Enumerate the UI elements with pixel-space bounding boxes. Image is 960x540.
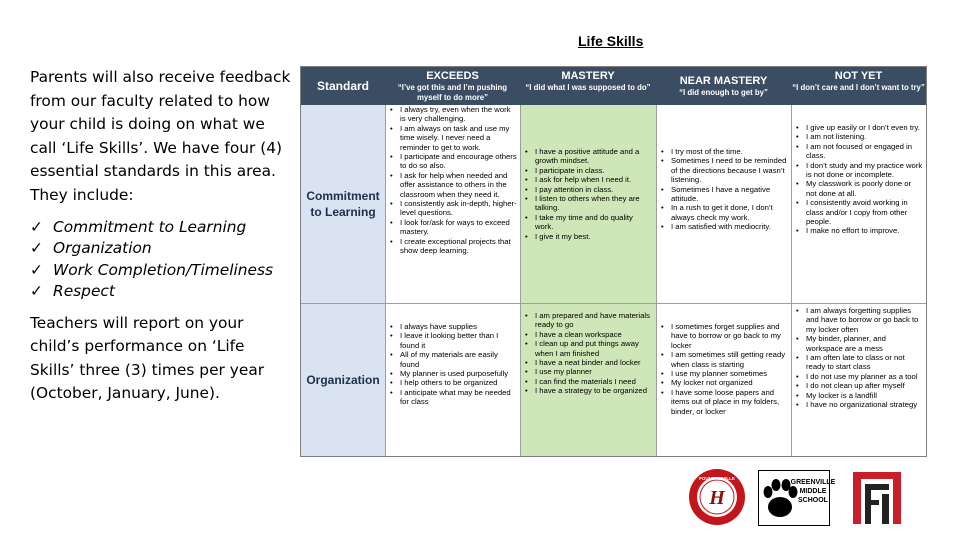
check-icon: ✓ [30,239,43,258]
list-item: • I am always forgetting supplies and have to borrow or go back to my locker often [796,306,923,334]
list-item: • I give up easily or I don’t even try. [796,123,923,132]
header-standard-label: Standard [316,79,369,93]
list-item: • I have a strategy to be organized [525,386,653,395]
list-item: • I do not use my planner as a tool [796,372,923,381]
mastery-cell [520,105,656,303]
list-item: • I make no effort to improve. [796,226,923,235]
checklist-item-label: Commitment to Learning [53,217,247,236]
checklist-item [30,217,292,239]
near-mastery-cell [656,105,791,303]
list-item: • Sometimes I have a negative attitude. [661,185,788,204]
header-near-mastery [656,67,791,105]
list-item: • My locker not organized [661,378,788,387]
check-icon: ✓ [30,260,43,279]
list-item: • I have no organizational strategy [796,400,923,409]
header-mastery-quote: “I did what I was supposed to do” [525,83,651,92]
list-item: • I have a neat binder and locker [525,358,653,367]
list-item: • I am satisfied with mediocrity. [661,222,788,231]
list-item: • I am always on task and use my time wisely. I never need a reminder to get to work. [390,124,517,152]
checklist-item [30,238,292,260]
list-item: • I look for/ask for ways to exceed mastery. [390,218,517,237]
exceeds-list [386,105,520,256]
header-near-mastery-title: NEAR MASTERY [679,75,768,87]
greenville-line1: GREENVILLE [790,479,836,486]
near-mastery-list [657,322,791,416]
exceeds-cell [385,105,520,303]
list-item: • I participate in class. [525,166,653,175]
list-item: • My binder, planner, and workspace are a mess [796,334,923,353]
checklist-item [30,260,292,282]
list-item: • My planner is used purposefully [390,369,517,378]
list-item: • I leave it looking better than I found it [390,331,517,350]
standards-checklist [30,217,292,303]
life-skills-rubric-table [300,66,927,457]
header-exceeds-quote: “I’ve got this and I’m pushing myself to do more” [397,83,508,102]
list-item: • I use my planner [525,367,653,376]
list-item: • I participate and encourage others to do so also. [390,152,517,171]
fi-brand-logo [851,470,903,526]
header-not-yet-quote: “I don’t care and I don’t want to try” [792,83,925,92]
list-item: • I can find the materials I need [525,377,653,386]
not-yet-list [792,123,926,236]
list-item: • I listen to others when they are talking. [525,194,653,213]
header-near-mastery-quote: “I did enough to get by” [679,88,768,97]
header-not-yet-title: NOT YET [834,70,883,82]
life-skills-title: Life Skills [578,33,644,49]
check-icon: ✓ [30,282,43,301]
standard-organization-cell [301,303,385,456]
mastery-list [521,311,656,396]
list-item: • I have a clean workspace [525,330,653,339]
header-exceeds [385,67,520,105]
list-item: • I sometimes forget supplies and have to borrow or go back to my locker [661,322,788,350]
checklist-item-label: Work Completion/Timeliness [53,260,274,279]
near-mastery-list [657,147,791,232]
intro-column [30,66,292,406]
list-item: • My classwork is poorly done or not done at all. [796,179,923,198]
list-item: • I use my planner sometimes [661,369,788,378]
list-item: • I am often late to class or not ready to start class [796,353,923,372]
list-item: • I don’t study and my practice work is not done or incomplete. [796,161,923,180]
list-item: • I try most of the time. [661,147,788,156]
list-item: • I am not listening. [796,132,923,141]
list-item: • I ask for help when needed and offer assistance to others in the classroom when they need it. [390,171,517,199]
list-item: • I anticipate what may be needed for class [390,388,517,407]
standard-commitment-cell [301,105,385,303]
mastery-cell [520,303,656,456]
list-item: • I give it my best. [525,232,653,241]
list-item: • I consistently ask in-depth, higher-level questions. [390,199,517,218]
list-item: • I always have supplies [390,322,517,331]
list-item: • I have a positive attitude and a growth mindset. [525,147,653,166]
mastery-list [521,147,656,241]
checklist-item [30,281,292,303]
list-item: • I ask for help when I need it. [525,175,653,184]
list-item: • I am not focused or engaged in class. [796,142,923,161]
header-exceeds-title: EXCEEDS [426,70,479,82]
report-paragraph: Teachers will report on your child’s performance on ‘Life Skills’ three (3) times per year (October, January, June). [30,313,265,403]
header-standard [301,67,385,105]
list-item: • I pay attention in class. [525,185,653,194]
list-item: • I always try, even when the work is very challenging. [390,105,517,124]
near-mastery-cell [656,303,791,456]
list-item: • I help others to be organized [390,378,517,387]
not-yet-list [792,306,926,409]
list-item: • I have some loose papers and items out of place in my folders, binder, or locker [661,388,788,416]
greenville-line2: MIDDLE [799,488,827,495]
header-mastery [520,67,656,105]
header-mastery-title: MASTERY [561,70,615,82]
seal-text: FOUNTAINVILLE [699,476,735,481]
standard-label: Organization [306,373,380,387]
list-item: • My locker is a landfill [796,391,923,400]
greenville-line3: SCHOOL [798,497,828,504]
check-icon: ✓ [30,217,43,236]
list-item: • I consistently avoid working in class and/or I copy from other people. [796,198,923,226]
checklist-item-label: Organization [53,239,152,258]
list-item: • I create exceptional projects that show deep learning. [390,237,517,256]
intro-paragraph: Parents will also receive feedback from our faculty related to how your child is doing on what we call ‘Life Skills’. We have four (4) essential standards in this area. They include: [30,68,291,204]
checklist-item-label: Respect [53,282,115,301]
exceeds-cell [385,303,520,456]
not-yet-cell [791,105,926,303]
not-yet-cell [791,303,926,456]
list-item: • All of my materials are easily found [390,350,517,369]
list-item: • In a rush to get it done, I don’t always check my work. [661,203,788,222]
middle-school-seal-logo [688,468,746,526]
list-item: • I am sometimes still getting ready when class is starting [661,350,788,369]
standard-label: Commitment to Learning [306,189,380,219]
list-item: • I am prepared and have materials ready to go [525,311,653,330]
school-logos [688,466,933,530]
header-not-yet [791,67,926,105]
list-item: • Sometimes I need to be reminded of the directions because I wasn’t listening. [661,156,788,184]
list-item: • I do not clean up after myself [796,381,923,390]
greenville-middle-school-logo [758,470,836,526]
seal-letter: H [709,487,725,509]
list-item: • I take my time and do quality work. [525,213,653,232]
list-item: • I clean up and put things away when I am finished [525,339,653,358]
exceeds-list [386,322,520,407]
